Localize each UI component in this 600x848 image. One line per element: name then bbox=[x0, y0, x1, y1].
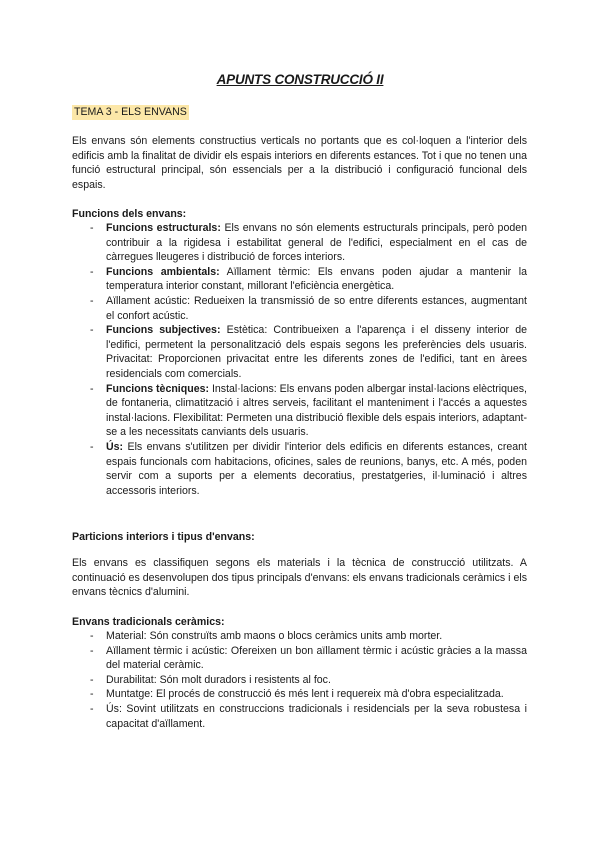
item-label: Funcions ambientals: bbox=[106, 265, 220, 278]
particions-paragraph: Els envans es classifiquen segons els materials i la tècnica de construcció utilitzats. A continuació es desenvolupen dos tipus principals d'envans: els envans tradicionals ceràmics i els envans tècnics d'alumini. bbox=[72, 557, 527, 599]
list-item bbox=[72, 440, 527, 498]
list-item: - Aïllament tèrmic i acústic: Ofereixen un bon aïllament tèrmic i acústic gràcies a la massa del material ceràmic. bbox=[72, 644, 527, 673]
funcions-heading: Funcions dels envans: bbox=[72, 208, 187, 220]
list-item bbox=[72, 323, 527, 381]
list-item: - Muntatge: El procés de construcció és més lent i requereix mà d'obra especialitzada. bbox=[72, 687, 527, 702]
item-label: Funcions subjectives: bbox=[106, 324, 221, 337]
item-text: Aïllament tèrmic: Els envans poden ajudar a mantenir la temperatura interior constant, millorant l'eficiència energètica. bbox=[106, 265, 527, 293]
list-item bbox=[72, 221, 527, 265]
list-item: - Durabilitat: Són molt duradors i resistents al foc. bbox=[72, 673, 527, 688]
item-text: Els envans s'utilitzen per dividir l'interior dels edificis en diferents estances, creant espais funcionals com habitacions, oficines, sales de reunions, banys, etc. A més, poden servir com a suports per a elements decoratius, prestatgeries, il·luminació i altres accessoris interiors. bbox=[106, 440, 527, 497]
item-label: Funcions tècniques: bbox=[106, 382, 210, 395]
item-label: Funcions estructurals: bbox=[106, 222, 221, 234]
particions-heading: Particions interiors i tipus d'envans: bbox=[72, 531, 255, 543]
ceramics-heading: Envans tradicionals ceràmics: bbox=[72, 616, 225, 628]
item-text: Aïllament acústic: Redueixen la transmissió de so entre diferents estances, augmentant el confort acústic. bbox=[106, 294, 527, 322]
item-text: Instal·lacions: Els envans poden albergar instal·lacions elèctriques, de fontaneria, climatització i altres serveis, facilitant el manteniment i l'accés a aquestes instal·lacions. Flexibilitat: Permeten una distribució flexible dels espais interiors, adaptant-se a les necessitats canviants dels usuaris. bbox=[106, 382, 527, 439]
funcions-list bbox=[72, 221, 527, 498]
list-item bbox=[72, 294, 527, 323]
list-item bbox=[72, 265, 527, 294]
item-label: Ús: bbox=[106, 440, 124, 453]
intro-paragraph: Els envans són elements constructius verticals no portants que es col·loquen a l'interior dels edificis amb la finalitat de dividir els espais interiors en diferents estances. Tot i que no tenen una funció estructural principal, són essencials per a la distribució i configuració funcional dels espais. bbox=[72, 135, 527, 191]
section-tag: TEMA 3 - ELS ENVANS bbox=[74, 106, 187, 118]
document-title: APUNTS CONSTRUCCIÓ II bbox=[216, 72, 384, 87]
list-item bbox=[72, 382, 527, 440]
item-text: Els envans no són elements estructurals principals, però poden contribuir a la rigidesa i estabilitat general de l'edifici, especialment en el cas de càrregues lleugeres i distribució de forces interiors. bbox=[106, 222, 528, 264]
item-text: Estètica: Contribueixen a l'aparença i el disseny interior de l'edifici, permetent la personalització dels espais segons les preferències dels usuaris. Privacitat: Proporcionen privacitat entre les diferents zones de l'edifici, tant en àrees residencials com comercials. bbox=[106, 324, 527, 380]
list-item: - Material: Són construïts amb maons o blocs ceràmics units amb morter. bbox=[72, 629, 527, 644]
ceramics-list bbox=[72, 629, 527, 731]
list-item: - Ús: Sovint utilitzats en construccions tradicionals i residencials per la seva robustesa i capacitat d'aïllament. bbox=[72, 702, 527, 731]
